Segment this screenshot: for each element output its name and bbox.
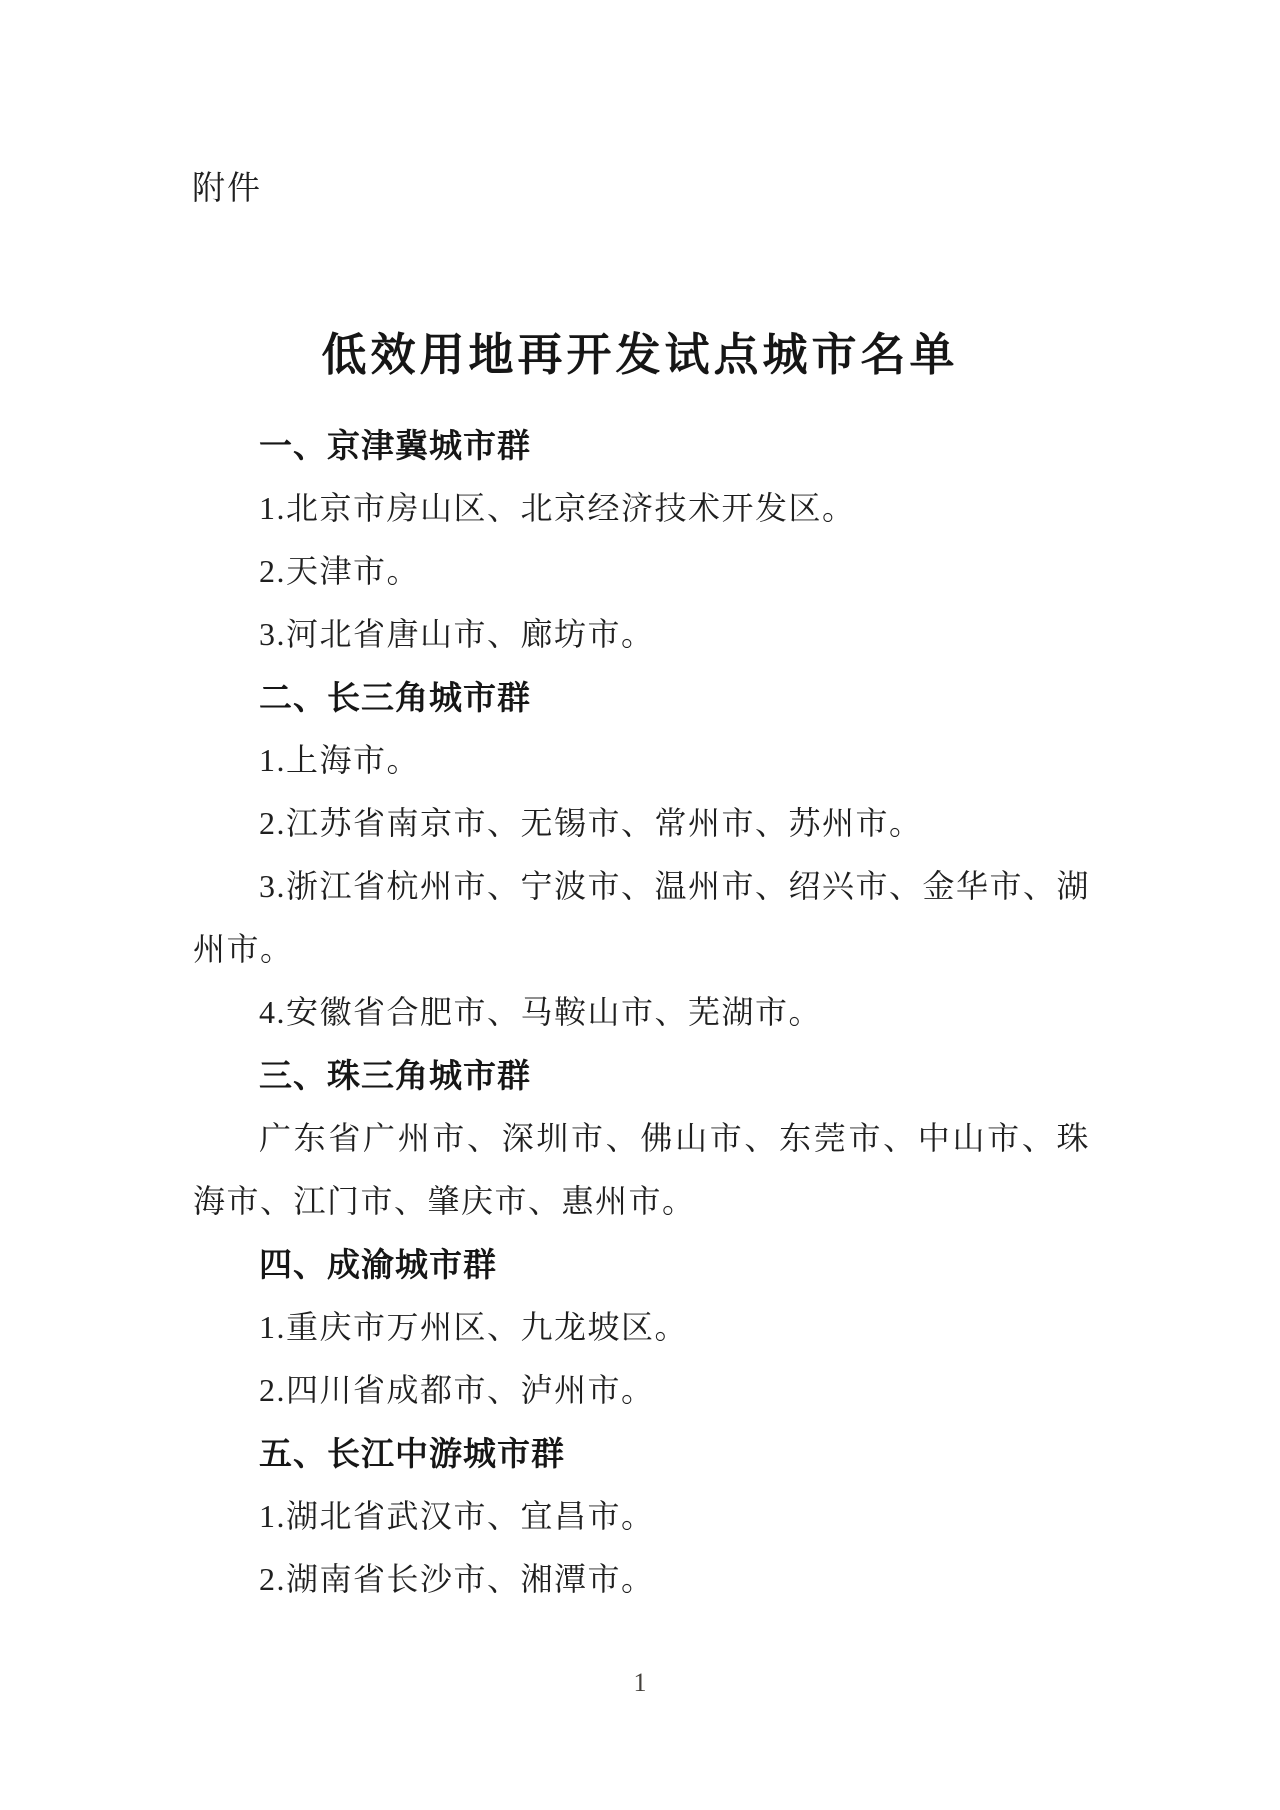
list-item: 2.天津市。 bbox=[259, 553, 421, 589]
section-heading: 三、珠三角城市群 bbox=[259, 1057, 531, 1094]
document-body bbox=[193, 414, 1090, 1611]
list-item: 2.四川省成都市、泸州市。 bbox=[259, 1372, 655, 1408]
page-number: 1 bbox=[633, 1668, 647, 1697]
section-heading: 一、京津冀城市群 bbox=[259, 427, 531, 464]
list-item: 1.上海市。 bbox=[259, 742, 421, 778]
list-item: 3.河北省唐山市、廊坊市。 bbox=[259, 616, 655, 652]
list-item: 1.湖北省武汉市、宜昌市。 bbox=[259, 1498, 655, 1534]
list-item: 3.浙江省杭州市、宁波市、温州市、绍兴市、金华市、湖州市。 bbox=[193, 868, 1091, 967]
section-heading: 二、长三角城市群 bbox=[259, 679, 531, 716]
page-title: 低效用地再开发试点城市名单 bbox=[321, 329, 959, 381]
section-heading: 四、成渝城市群 bbox=[259, 1246, 497, 1283]
list-item: 1.北京市房山区、北京经济技术开发区。 bbox=[259, 490, 856, 526]
list-item: 1.重庆市万州区、九龙坡区。 bbox=[259, 1309, 689, 1345]
attachment-label: 附件 bbox=[192, 169, 262, 206]
list-item: 2.湖南省长沙市、湘潭市。 bbox=[259, 1561, 655, 1597]
list-item: 2.江苏省南京市、无锡市、常州市、苏州市。 bbox=[259, 805, 923, 841]
section-heading: 五、长江中游城市群 bbox=[259, 1435, 565, 1472]
list-item: 4.安徽省合肥市、马鞍山市、芜湖市。 bbox=[259, 994, 823, 1030]
list-item: 广东省广州市、深圳市、佛山市、东莞市、中山市、珠海市、江门市、肇庆市、惠州市。 bbox=[193, 1120, 1090, 1219]
